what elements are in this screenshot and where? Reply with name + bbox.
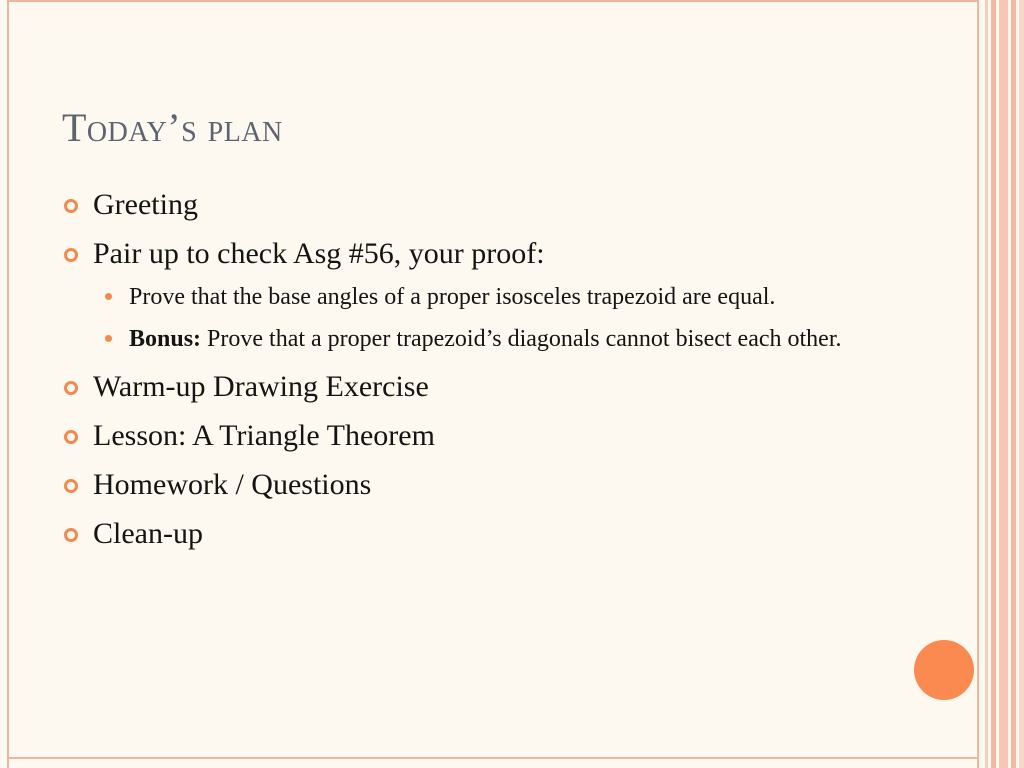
dot-bullet-icon [105,293,112,300]
ring-bullet-icon [64,479,78,493]
frame-line-left [7,0,9,768]
sub-item-prove-base-angles [105,280,932,314]
ring-bullet-icon [64,381,78,395]
list-item-warm-up [62,368,932,406]
frame-line-top [7,0,978,2]
edge-stripe [991,0,996,768]
decorative-circle [914,640,974,700]
ring-bullet-icon [64,199,78,213]
list-item-clean-up [62,515,932,553]
list-item-text: Lesson: A Triangle Theorem [93,419,435,452]
list-item-text: Warm-up Drawing Exercise [93,370,429,403]
list-item-text: Homework / Questions [93,468,372,501]
frame-line-right [977,0,979,768]
list-item-text: Clean-up [93,517,203,550]
sub-item-text: Prove that the base angles of a proper isosceles trapezoid are equal. [129,284,776,310]
edge-stripe [1019,0,1024,768]
edge-stripe [985,0,988,768]
sub-item-text: Prove that a proper trapezoid’s diagonals cannot bisect each other. [201,326,842,352]
edge-stripe [999,0,1008,768]
ring-bullet-icon [64,430,78,444]
list-item-greeting [62,186,932,224]
list-item-text: Pair up to check Asg #56, your proof: [93,237,545,270]
ring-bullet-icon [64,528,78,542]
list-item-pair-up [62,235,932,273]
frame-line-bottom [7,757,978,759]
list-item-lesson [62,417,932,455]
bonus-label: Bonus: [129,326,202,352]
ring-bullet-icon [64,248,78,262]
dot-bullet-icon [105,335,112,342]
sub-item-bonus [105,322,932,356]
list-item-text: Greeting [93,188,198,221]
bullet-list [62,186,932,564]
slide-title: Today’s plan [62,105,283,150]
list-item-homework [62,466,932,504]
edge-stripe [1011,0,1016,768]
